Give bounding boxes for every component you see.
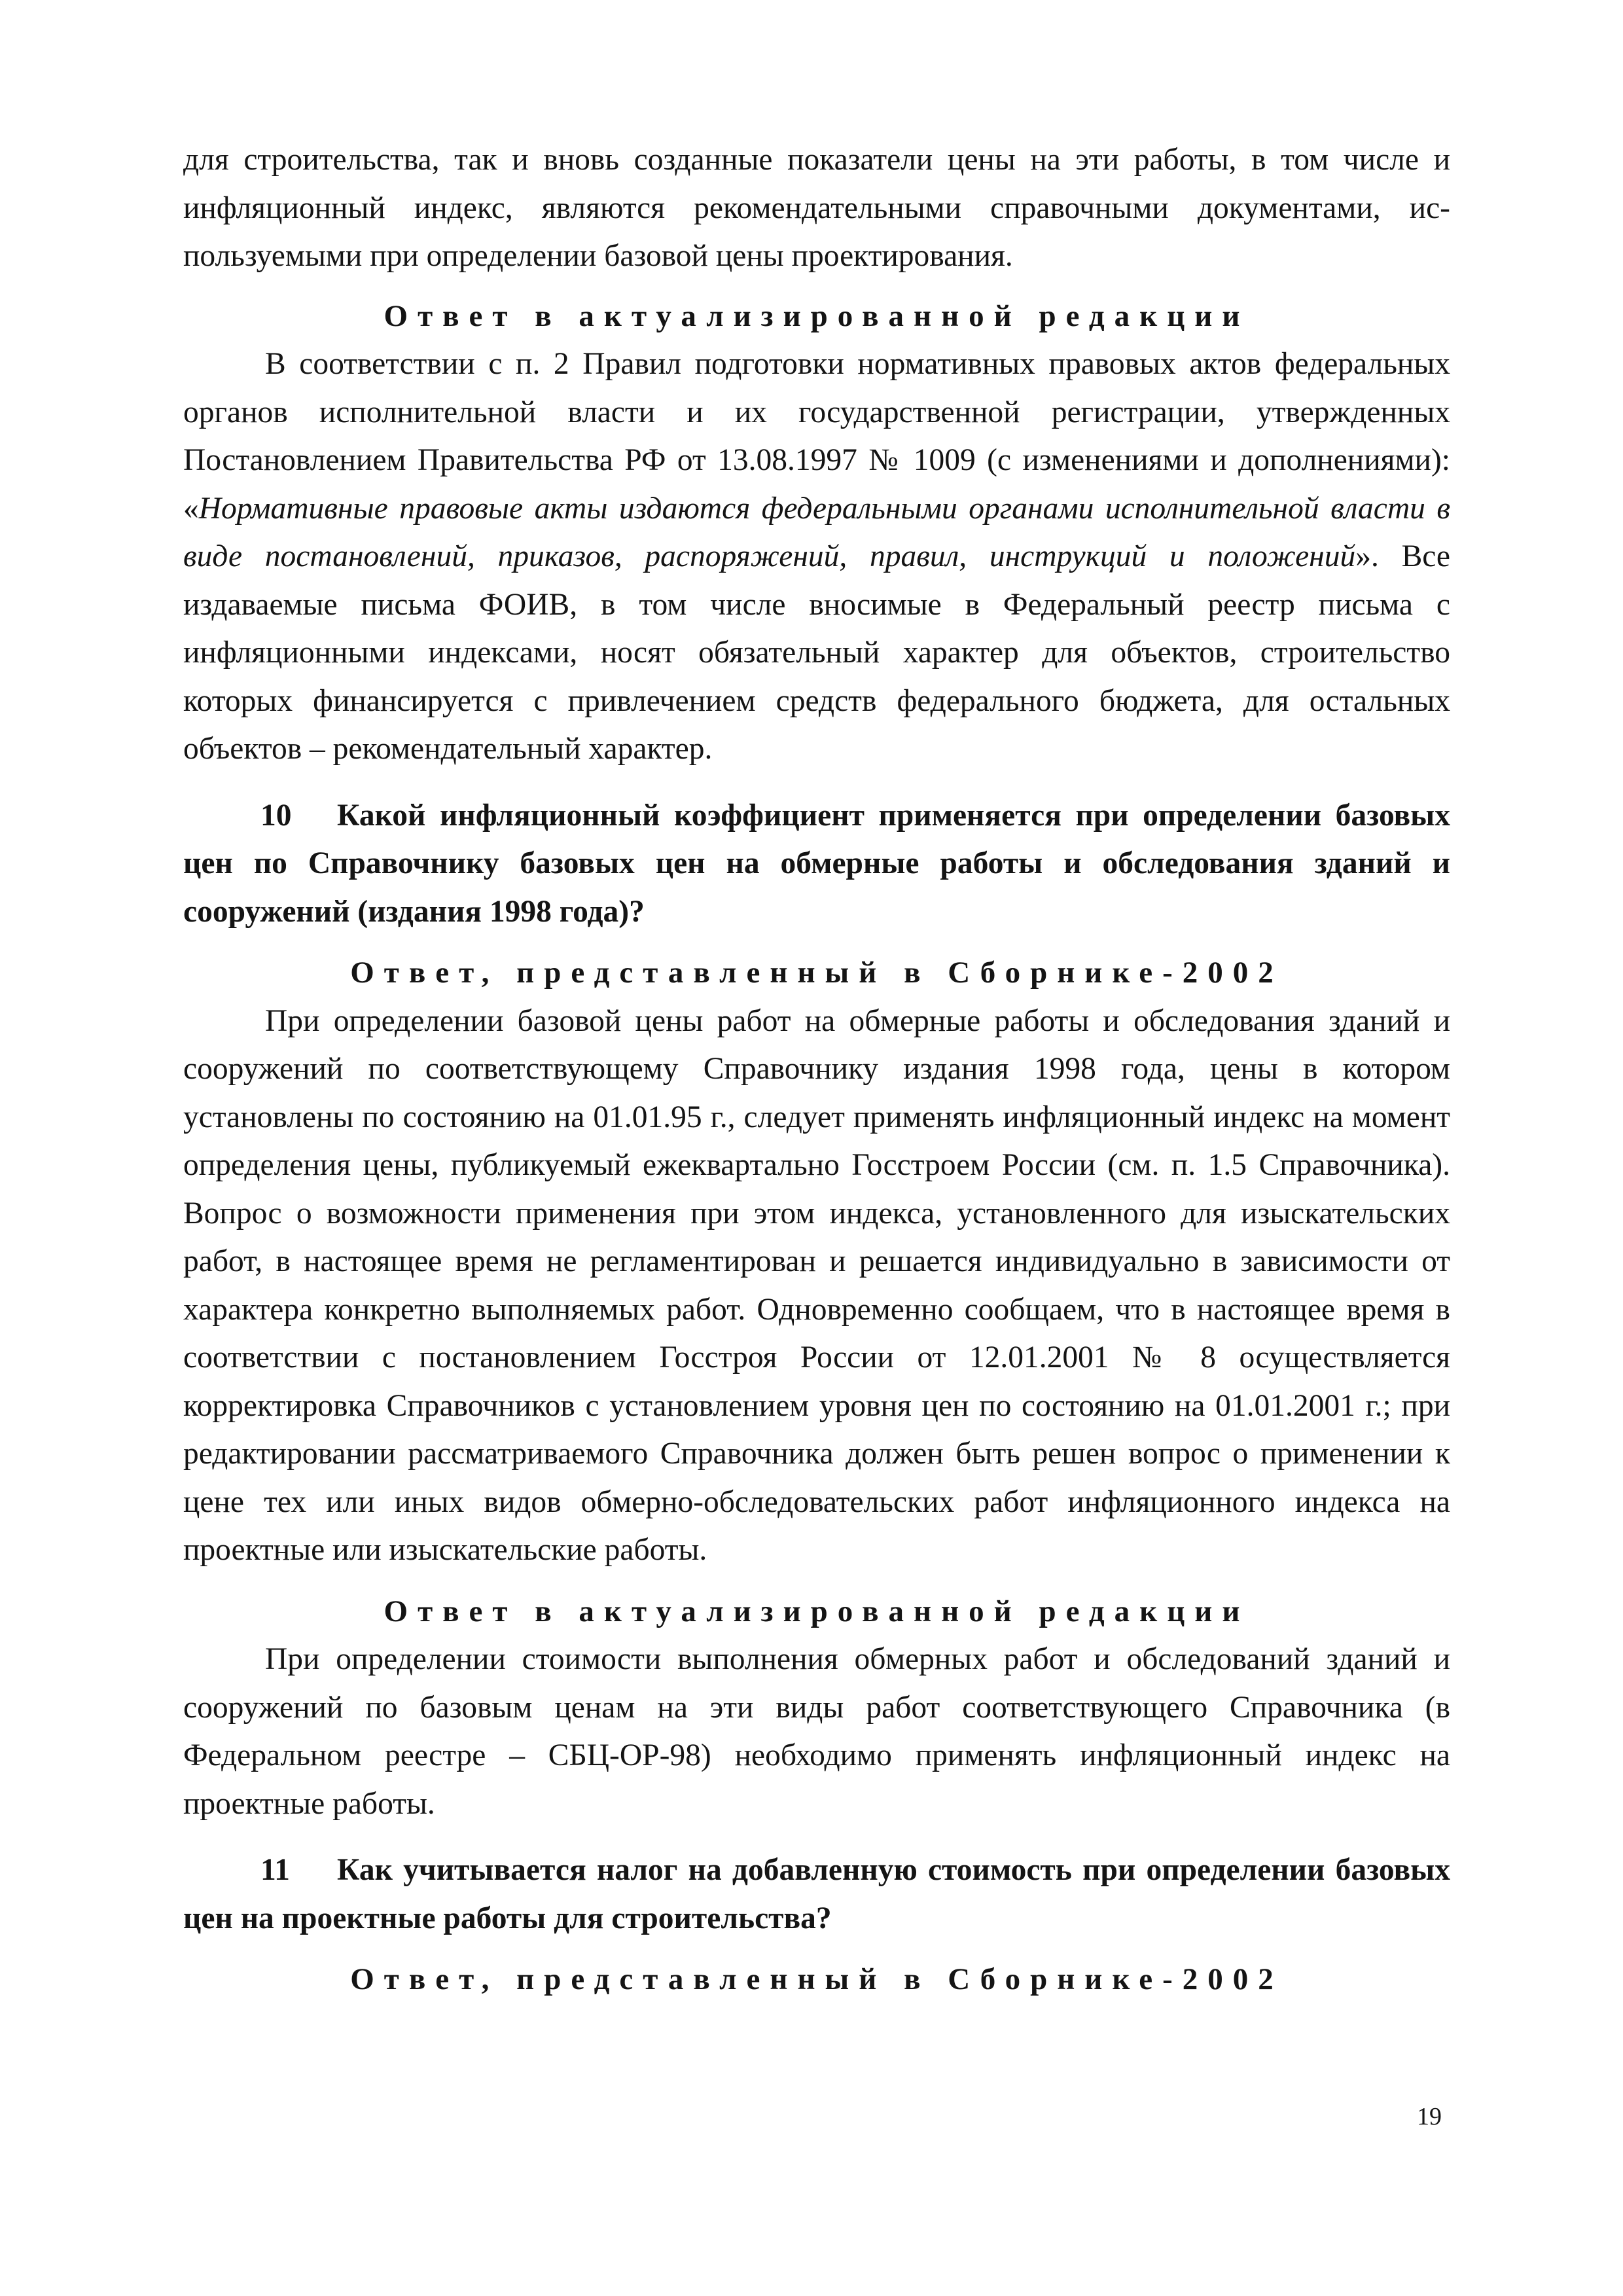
paragraph-collection-answer: При определении базовой цены работ на обмерные работы и обследования зданий и сооружений по соответствующему Справочнику издания 1998 года, цены в котором установлены по состоянию на 01.01.95 г., следует применять инфляционный индекс на момент определения цены, публикуемый ежеквартально Госстроем России (см. п. 1.5 Справочника). Вопрос о возможности применения при этом индекса, установленного для изыскательских работ, в настоящее время не регламентирован и решается индивидуально в зависимости от характера конкретно выполняемых работ. Одновременно сообщаем, что в настоящее время в соответствии с постановлением Госстроя России от 12.01.2001 № 8 осуществляется корректировка Справочников с установлением уровня цен по состоянию на 01.01.2001 г.; при редактировании рассматриваемого Справочника должен быть решен вопрос о применении к цене тех или иных видов обмерно-обследовательских работ инфляционного индекса на проектные или изыскательские работы. xyxy=(183,1003,1450,1567)
paragraph-actualized-answer-2: При определении стоимости выполнения обмерных работ и обследований зданий и сооружений по базовым ценам на эти виды работ соответствующего Справочника (в Федеральном реестре – СБЦ-ОР-98) необходимо применять инфляционный индекс на проектные работы. xyxy=(183,1642,1450,1821)
question-11-text: Как учитывается налог на добавленную стоимость при определении базовых цен на проектные работы для строительства? xyxy=(183,1853,1450,1935)
question-10-text: Какой инфляционный коэффициент применяется при определении базовых цен по Справочнику базовых цен на обмерные работы и обследования зданий и сооружений (издания 1998 года)? xyxy=(183,798,1450,929)
page-number: 19 xyxy=(1417,2103,1442,2130)
paragraph-continuation: для строительства, так и вновь созданные показатели цены на эти работы, в том числе и инфляционный индекс, являются рекомендательными справочными документами, используемыми при определении базовой цены проектирования. xyxy=(183,143,1450,273)
question-10 xyxy=(183,792,1450,937)
paragraph-regulation-end: ». Все издаваемые письма ФОИВ, в том числе вносимые в Федеральный реестр письма с инфляционными индексами, носят обязательный характер для объектов, строительство которых финансируется с привлечением средств федерального бюджета, для остальных объектов – рекомендательный характер. xyxy=(183,539,1450,766)
heading-collection-answer: Ответ, представленный в Сборнике-2002 xyxy=(350,956,1283,990)
question-11 xyxy=(183,1846,1450,1943)
document-page xyxy=(183,136,1450,2004)
paragraph-regulation xyxy=(183,340,1450,774)
question-10-number: 10 xyxy=(260,798,292,833)
paragraph-regulation-quote: Нормативные правовые акты издаются федеральными органами исполнительной власти в виде постановлений, приказов, распоряжений, правил, инструкций и положений xyxy=(183,491,1450,573)
heading-actualized-answer-2: Ответ в актуализированной редакции xyxy=(383,1594,1250,1628)
paragraph-regulation-start: В соответствии с п. 2 Правил подготовки нормативных правовых актов федеральных органов исполнительной власти и их государственной регистрации, утвержденных Постановлением Правительства РФ от 13.08.1997 № 1009 (с изменениями и дополнениями): « xyxy=(183,347,1450,526)
heading-actualized-answer: Ответ в актуализированной редакции xyxy=(383,298,1250,333)
heading-collection-answer-2: Ответ, представленный в Сборнике-2002 xyxy=(350,1962,1283,1996)
question-11-number: 11 xyxy=(260,1853,290,1887)
